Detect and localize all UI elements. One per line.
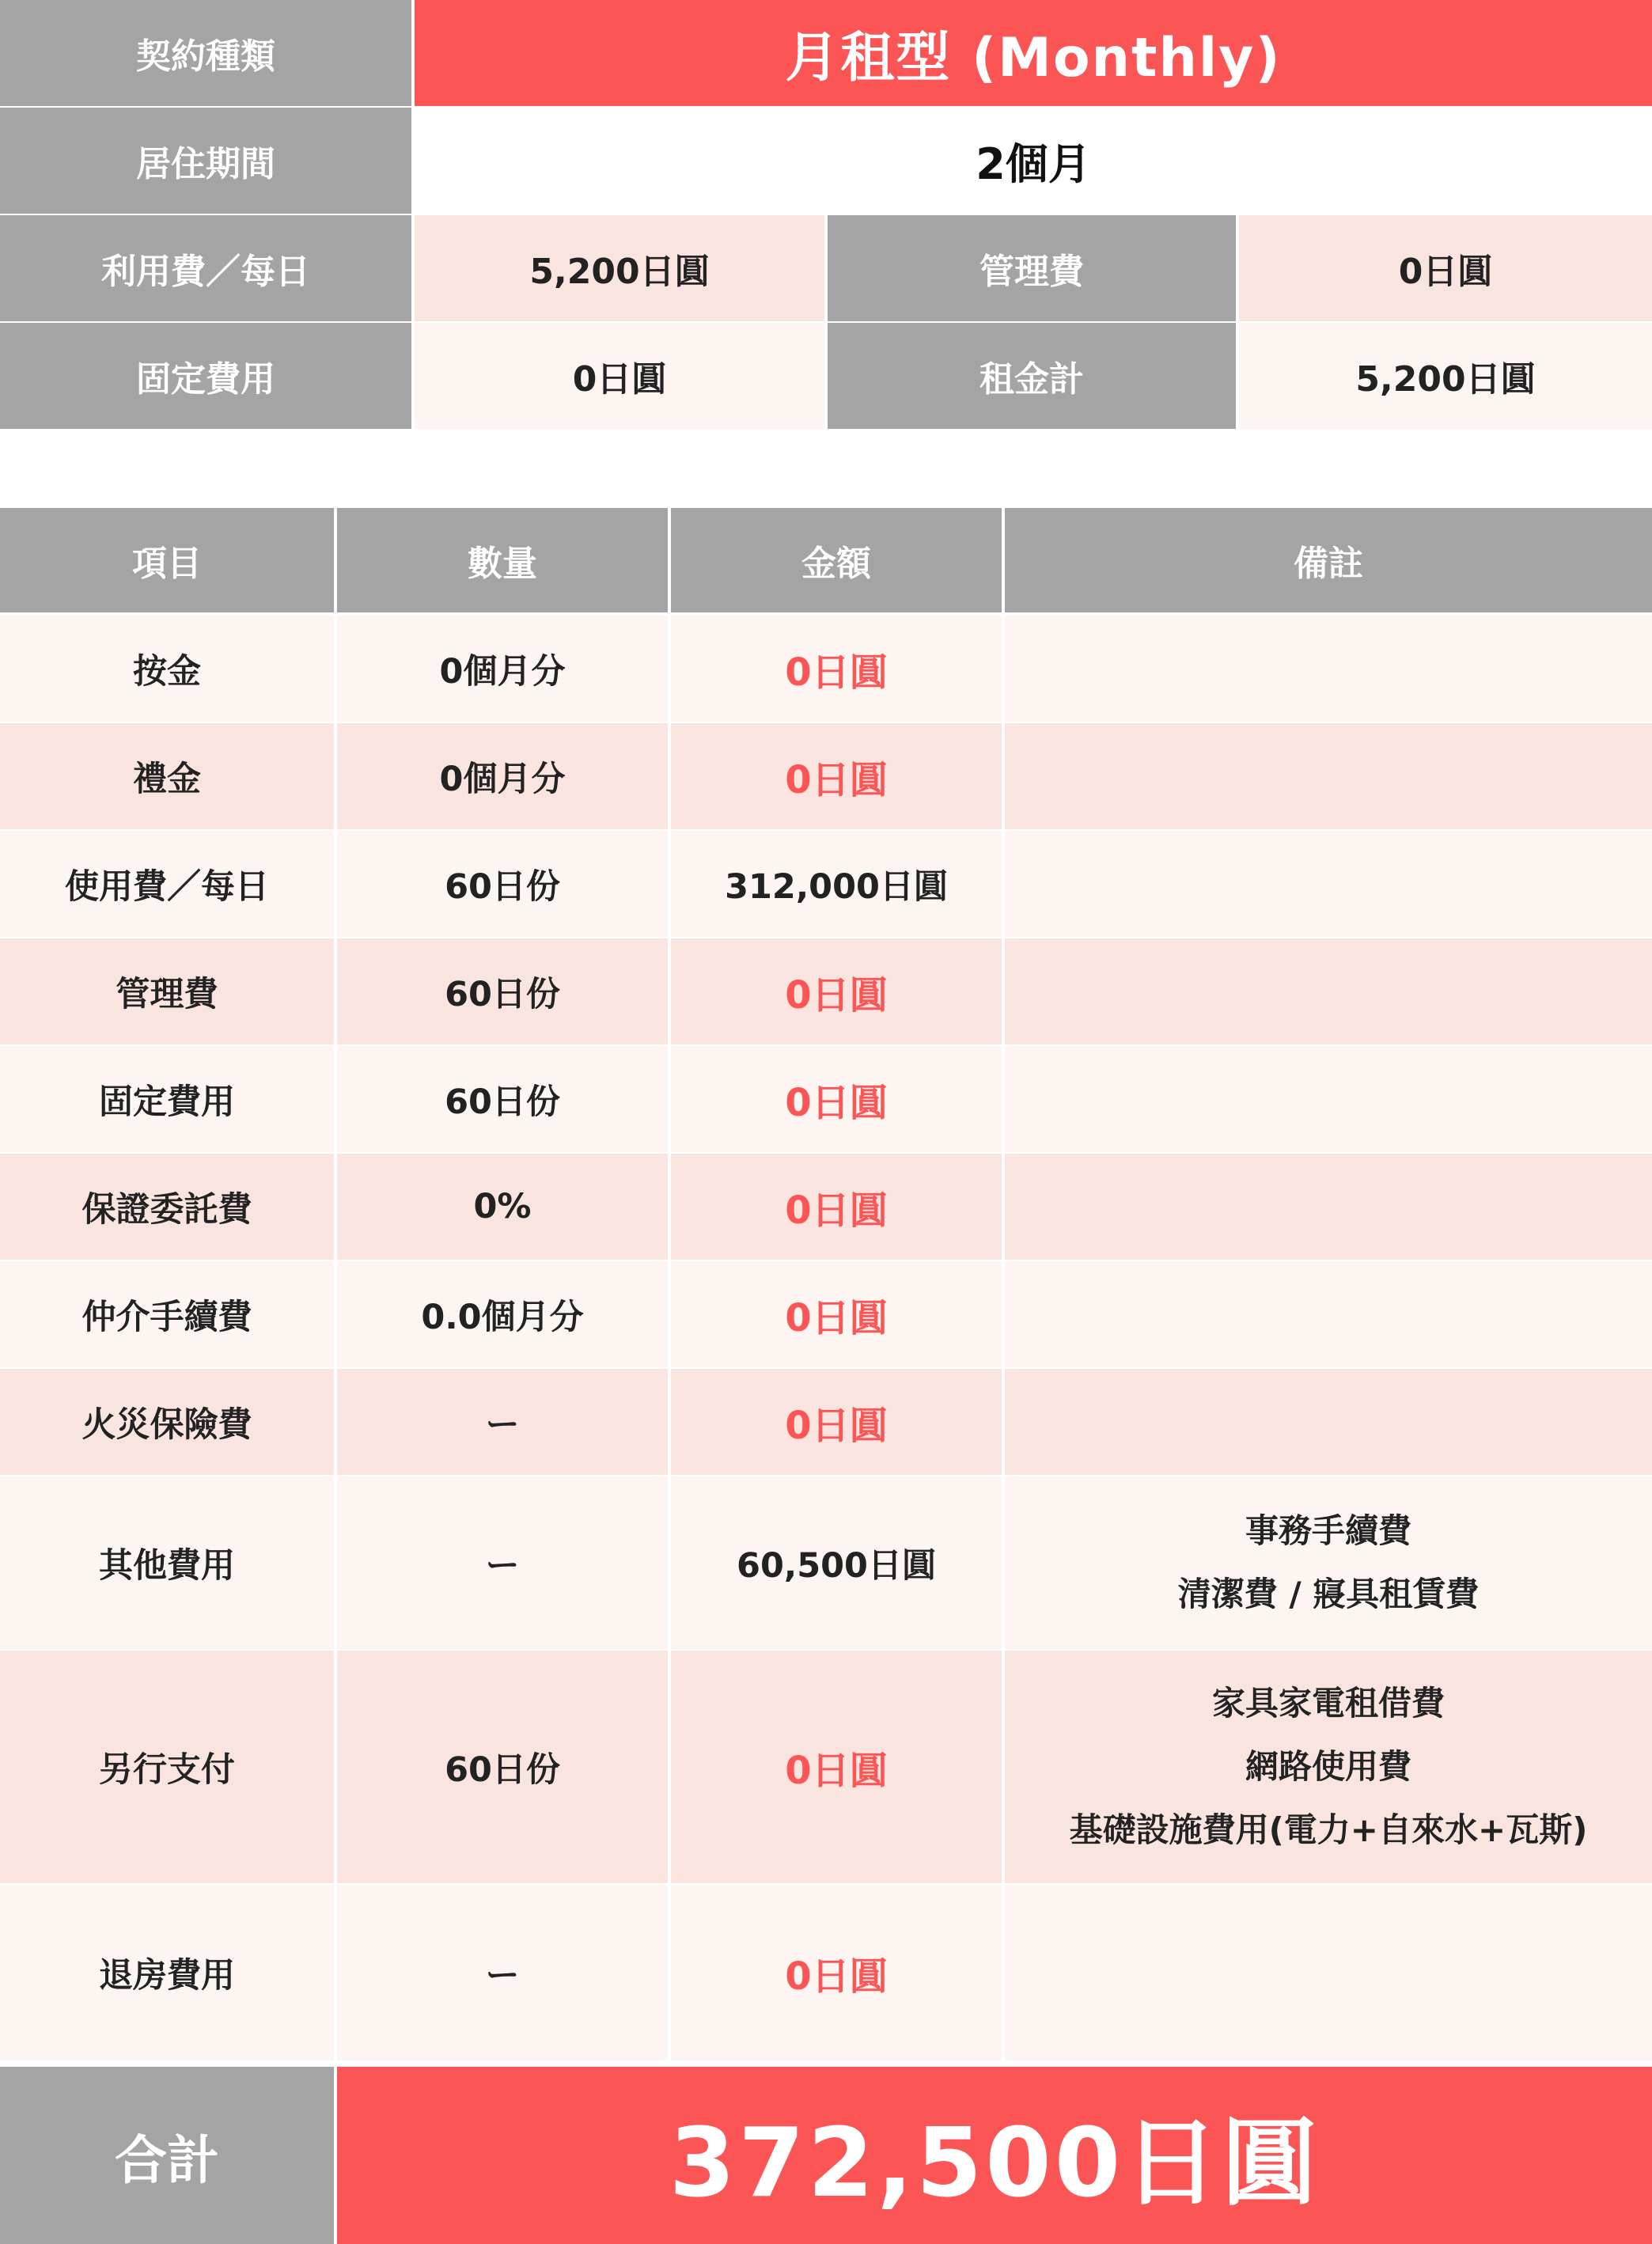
grand-total-row [0,2067,1652,2244]
row-item: 其他費用 [0,1476,334,1649]
row-note [1005,1885,1652,2060]
row-quantity: ー [337,1885,668,2060]
row-amount: 0日圓 [671,1261,1002,1367]
row-amount: 0日圓 [671,616,1002,722]
table-row [0,616,1652,722]
row-note [1005,1154,1652,1260]
row-item: 管理費 [0,938,334,1044]
header-quantity: 數量 [337,508,668,612]
row-quantity: 0.0個月分 [337,1261,668,1367]
stay-period-row [0,108,1652,214]
header-note: 備註 [1005,508,1652,612]
contract-type-value: 月租型 (Monthly) [415,0,1652,106]
note-line: 清潔費 / 寢具租賃費 [1177,1575,1480,1613]
row-item: 退房費用 [0,1885,334,2060]
row-note [1005,938,1652,1044]
row-quantity: ー [337,1369,668,1475]
grand-total-value: 372,500日圓 [337,2067,1652,2244]
row-quantity: ー [337,1476,668,1649]
rent-total-label: 租金計 [828,323,1236,429]
table-row [0,723,1652,829]
table-row [0,1261,1652,1367]
row-item: 保證委託費 [0,1154,334,1260]
detail-header-row [0,508,1652,612]
row-quantity: 0個月分 [337,723,668,829]
row-quantity: 60日份 [337,938,668,1044]
row-amount: 0日圓 [671,1369,1002,1475]
table-row [0,1476,1652,1649]
note-line: 事務手續費 [1245,1511,1411,1550]
table-row [0,1154,1652,1260]
contract-type-label: 契約種類 [0,0,411,106]
usage-fee-value: 5,200日圓 [415,215,824,321]
table-row [0,938,1652,1044]
table-row [0,1885,1652,2060]
table-row [0,831,1652,937]
row-item: 使用費／每日 [0,831,334,937]
row-note [1005,831,1652,937]
row-amount: 0日圓 [671,1651,1002,1883]
row-note [1005,723,1652,829]
row-item: 火災保險費 [0,1369,334,1475]
grand-total-label: 合計 [0,2067,334,2244]
row-amount: 0日圓 [671,1046,1002,1152]
row-item: 仲介手續費 [0,1261,334,1367]
table-row [0,1046,1652,1152]
row-quantity: 60日份 [337,1651,668,1883]
row-quantity: 60日份 [337,831,668,937]
row-note [1005,1046,1652,1152]
row-amount: 0日圓 [671,723,1002,829]
table-row [0,1369,1652,1475]
stay-period-label: 居住期間 [0,108,411,214]
usage-fee-label: 利用費／每日 [0,215,411,321]
note-line: 基礎設施費用(電力+自來水+瓦斯) [1069,1810,1588,1849]
row-quantity: 0% [337,1154,668,1260]
row-amount: 0日圓 [671,1154,1002,1260]
rent-total-value: 5,200日圓 [1239,323,1652,429]
row-amount: 0日圓 [671,1885,1002,2060]
fixed-cost-row [0,323,1652,429]
row-note [1005,1476,1652,1649]
row-item: 另行支付 [0,1651,334,1883]
management-fee-label: 管理費 [828,215,1236,321]
row-item: 按金 [0,616,334,722]
note-line: 家具家電租借費 [1211,1684,1445,1723]
row-note [1005,1651,1652,1883]
fixed-cost-label: 固定費用 [0,323,411,429]
row-quantity: 0個月分 [337,616,668,722]
header-item: 項目 [0,508,334,612]
row-note [1005,616,1652,722]
row-amount: 312,000日圓 [671,831,1002,937]
row-note [1005,1369,1652,1475]
table-row [0,1651,1652,1883]
row-item: 固定費用 [0,1046,334,1152]
row-amount: 60,500日圓 [671,1476,1002,1649]
row-item: 禮金 [0,723,334,829]
row-quantity: 60日份 [337,1046,668,1152]
contract-type-row [0,0,1652,106]
stay-period-value: 2個月 [415,108,1652,214]
row-note [1005,1261,1652,1367]
fixed-cost-value: 0日圓 [415,323,824,429]
fee-row [0,215,1652,321]
management-fee-value: 0日圓 [1239,215,1652,321]
header-amount: 金額 [671,508,1002,612]
row-amount: 0日圓 [671,938,1002,1044]
note-line: 網路使用費 [1245,1747,1411,1786]
